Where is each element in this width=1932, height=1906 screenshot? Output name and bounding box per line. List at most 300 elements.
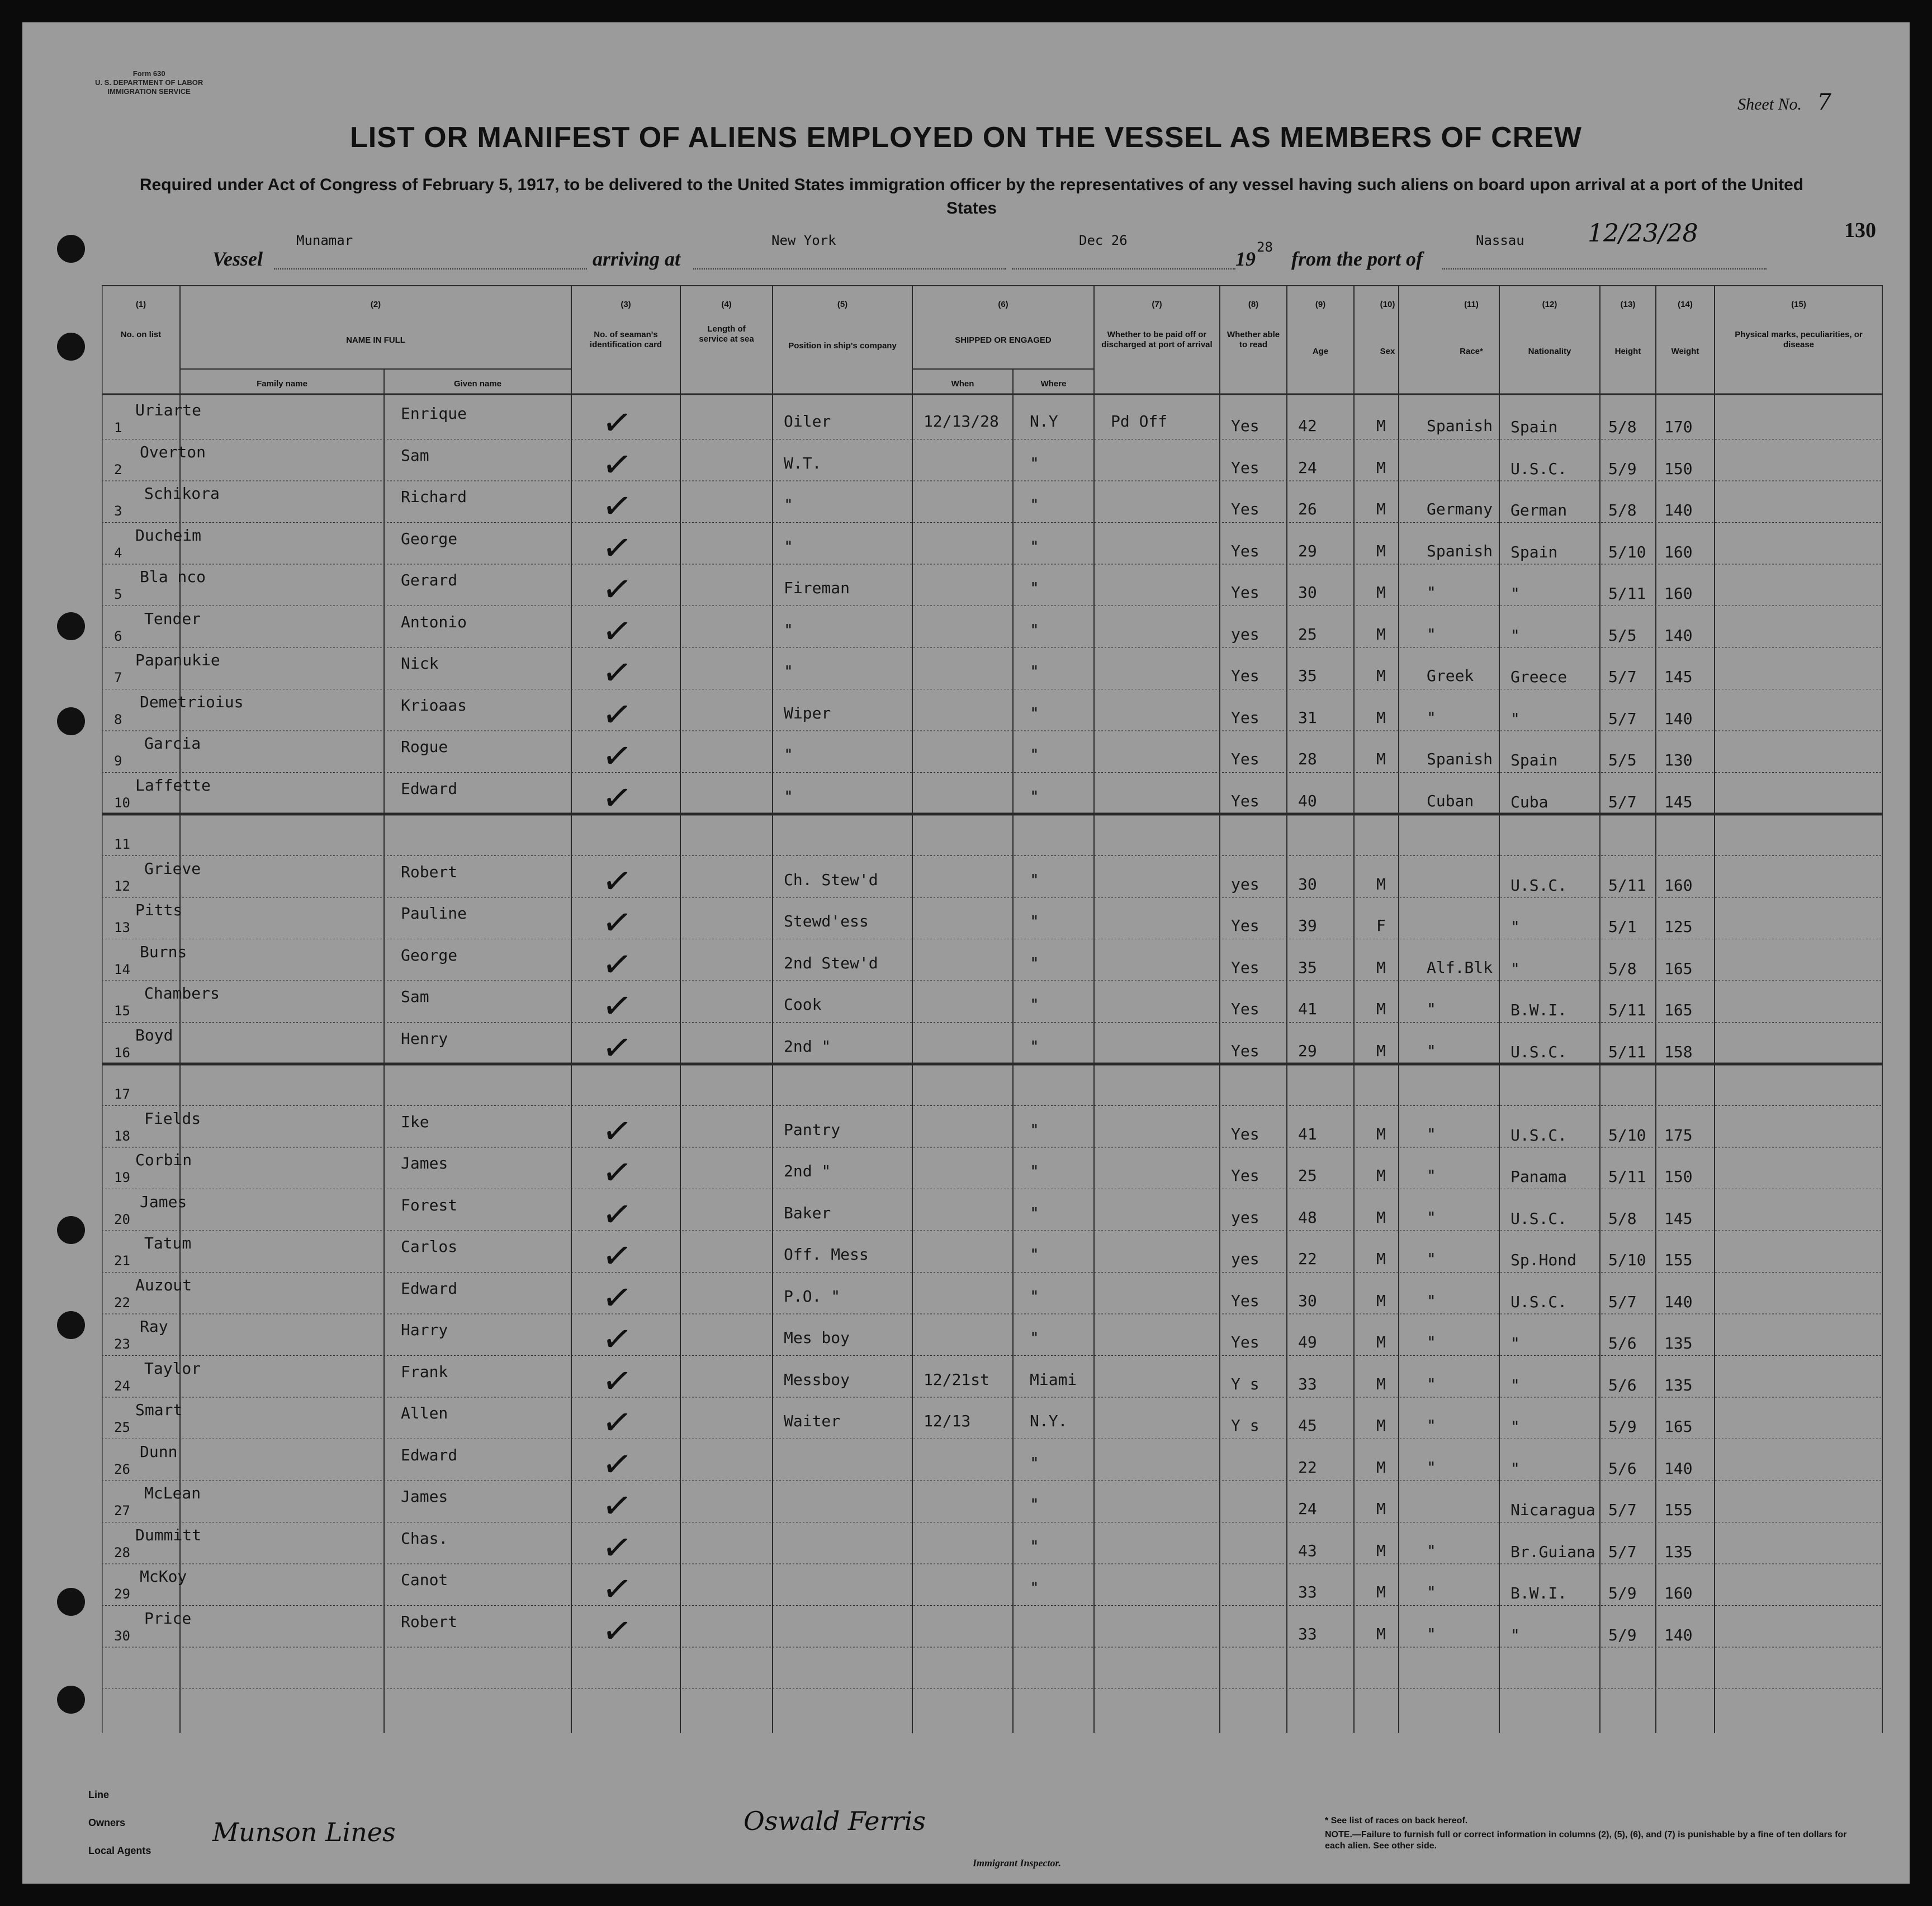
age: 33	[1298, 1624, 1317, 1643]
sex: M	[1376, 958, 1386, 977]
weight: 140	[1664, 1625, 1693, 1644]
nationality: "	[1510, 1625, 1520, 1644]
position: Pantry	[784, 1120, 841, 1139]
nationality: Cuba	[1510, 792, 1549, 811]
page-number: 130	[1844, 219, 1876, 242]
nationality: B.W.I.	[1510, 1001, 1568, 1019]
height: 5/8	[1608, 501, 1637, 519]
row-number: 19	[114, 1170, 130, 1185]
family-name: Burns	[140, 942, 187, 961]
col6-number: (6)	[998, 300, 1008, 309]
height: 5/11	[1608, 584, 1646, 603]
col-race: Race*	[1460, 347, 1483, 356]
position: "	[784, 745, 793, 764]
weight: 175	[1664, 1125, 1693, 1144]
height: 5/10	[1608, 1251, 1646, 1269]
shipped-where: "	[1030, 1162, 1039, 1180]
height: 5/7	[1608, 792, 1637, 811]
sex: M	[1376, 500, 1386, 518]
nationality: U.S.C.	[1510, 1209, 1568, 1228]
race: "	[1427, 1333, 1436, 1351]
age: 48	[1298, 1208, 1317, 1227]
check-mark-icon: ✓	[599, 983, 635, 1029]
able-to-read: Yes	[1231, 1000, 1259, 1018]
position: 2nd "	[784, 1037, 831, 1056]
able-to-read: Yes	[1231, 750, 1259, 768]
age: 24	[1298, 1500, 1317, 1518]
given-name: Forest	[401, 1195, 458, 1214]
sex: M	[1376, 1000, 1386, 1018]
nationality: "	[1510, 1459, 1520, 1478]
age: 35	[1298, 666, 1317, 685]
page-title: LIST OR MANIFEST OF ALIENS EMPLOYED ON THE VESSEL AS MEMBERS OF CREW	[350, 121, 1582, 154]
race: "	[1427, 1624, 1436, 1643]
sex: M	[1376, 1458, 1386, 1477]
able-to-read: Yes	[1231, 458, 1259, 477]
nationality: U.S.C.	[1510, 459, 1568, 478]
binder-hole	[57, 1216, 85, 1244]
nationality: "	[1510, 1375, 1520, 1394]
age: 26	[1298, 500, 1317, 518]
sex: M	[1376, 1374, 1386, 1393]
check-mark-icon: ✓	[599, 1400, 635, 1446]
family-name: Schikora	[144, 484, 220, 503]
check-mark-icon: ✓	[599, 1317, 635, 1363]
nationality: Sp.Hond	[1510, 1251, 1577, 1269]
race: Spanish	[1427, 541, 1493, 560]
age: 31	[1298, 708, 1317, 727]
shipped-where: "	[1030, 453, 1039, 472]
shipped-where: "	[1030, 579, 1039, 597]
able-to-read: Yes	[1231, 1333, 1259, 1351]
row-number: 29	[114, 1586, 130, 1602]
able-to-read: yes	[1231, 1208, 1259, 1227]
paid-off: Pd Off	[1111, 412, 1168, 431]
sex: M	[1376, 1250, 1386, 1268]
given-name: Rogue	[401, 737, 448, 756]
able-to-read: Yes	[1231, 916, 1259, 935]
sex: M	[1376, 1500, 1386, 1518]
weight: 158	[1664, 1042, 1693, 1061]
nationality: German	[1510, 501, 1568, 519]
col8-number: (8)	[1248, 300, 1259, 309]
check-mark-icon: ✓	[599, 775, 635, 821]
race: "	[1427, 1458, 1436, 1477]
race: "	[1427, 1416, 1436, 1435]
nationality: "	[1510, 709, 1520, 728]
given-name: Edward	[401, 1445, 458, 1464]
age: 25	[1298, 625, 1317, 644]
binder-hole	[57, 1311, 85, 1339]
weight: 165	[1664, 959, 1693, 978]
race: "	[1427, 583, 1436, 602]
height: 5/5	[1608, 626, 1637, 645]
shipped-where: "	[1030, 495, 1039, 514]
sex: M	[1376, 541, 1386, 560]
col-given-name: Given name	[453, 379, 502, 389]
nationality: U.S.C.	[1510, 876, 1568, 895]
row-number: 13	[114, 920, 130, 935]
height: 5/6	[1608, 1459, 1637, 1478]
sex: M	[1376, 1416, 1386, 1435]
col-weight: Weight	[1671, 347, 1699, 356]
arriving-label: arriving at	[593, 248, 681, 270]
sex: M	[1376, 874, 1386, 893]
race: "	[1427, 1250, 1436, 1268]
given-name: Ike	[401, 1112, 429, 1131]
family-name: Overton	[140, 442, 206, 461]
nationality: B.W.I.	[1510, 1584, 1568, 1602]
weight: 155	[1664, 1501, 1693, 1519]
weight: 165	[1664, 1417, 1693, 1436]
given-name: Richard	[401, 488, 467, 506]
shipped-where: "	[1030, 1245, 1039, 1264]
age: 41	[1298, 1000, 1317, 1018]
nationality: "	[1510, 1334, 1520, 1352]
shipped-where: Miami	[1030, 1370, 1077, 1389]
height: 5/1	[1608, 917, 1637, 936]
sex: M	[1376, 1541, 1386, 1560]
given-name: Canot	[401, 1571, 448, 1589]
sex: M	[1376, 750, 1386, 768]
col13-number: (13)	[1620, 300, 1636, 309]
position: Waiter	[784, 1412, 841, 1430]
binder-hole	[57, 1588, 85, 1616]
sex: M	[1376, 458, 1386, 477]
position: 2nd Stew'd	[784, 953, 878, 972]
check-mark-icon: ✓	[599, 1567, 635, 1612]
check-mark-icon: ✓	[599, 526, 635, 571]
shipped-where: "	[1030, 1037, 1039, 1056]
row-number: 6	[114, 628, 122, 644]
row-number: 3	[114, 503, 122, 519]
check-mark-icon: ✓	[599, 942, 635, 987]
shipped-where: "	[1030, 620, 1039, 639]
page-subtitle: Required under Act of Congress of February 5, 1917, to be delivered to the United States immigration officer by the representatives of any vessel having such aliens on board upon arrival at a port of the United States	[139, 176, 1804, 217]
race: Spanish	[1427, 417, 1493, 435]
row-number: 16	[114, 1044, 130, 1061]
weight: 140	[1664, 626, 1693, 645]
race: Greek	[1427, 666, 1474, 685]
row-number: 4	[114, 545, 122, 561]
height: 5/10	[1608, 542, 1646, 561]
weight: 160	[1664, 542, 1693, 561]
check-mark-icon: ✓	[599, 1442, 635, 1487]
shipped-where: "	[1030, 1287, 1039, 1306]
year-prefix: 19	[1235, 248, 1256, 270]
sex: M	[1376, 1291, 1386, 1310]
family-name: Taylor	[144, 1359, 201, 1378]
race: Alf.Blk	[1427, 958, 1493, 977]
height: 5/7	[1608, 1501, 1637, 1519]
height: 5/7	[1608, 1292, 1637, 1311]
race: "	[1427, 1000, 1436, 1018]
given-name: Harry	[401, 1321, 448, 1339]
given-name: Sam	[401, 446, 429, 465]
family-name: Auzout	[135, 1275, 192, 1294]
height: 5/7	[1608, 709, 1637, 728]
height: 5/8	[1608, 959, 1637, 978]
sex: F	[1376, 916, 1386, 935]
sex: M	[1376, 1624, 1386, 1643]
given-name: Chas.	[401, 1529, 448, 1548]
line-label: Line	[88, 1789, 110, 1800]
nationality: Spain	[1510, 418, 1558, 436]
race: Germany	[1427, 500, 1493, 518]
able-to-read: Yes	[1231, 708, 1259, 727]
shipped-where: "	[1030, 787, 1039, 806]
weight: 165	[1664, 1001, 1693, 1019]
agents-label: Local Agents	[88, 1845, 151, 1856]
race: Cuban	[1427, 791, 1474, 810]
race: "	[1427, 625, 1436, 644]
check-mark-icon: ✓	[599, 484, 635, 529]
weight: 135	[1664, 1375, 1693, 1394]
able-to-read: Yes	[1231, 791, 1259, 810]
family-name: Ducheim	[135, 526, 202, 545]
age: 24	[1298, 458, 1317, 477]
able-to-read: Yes	[1231, 541, 1259, 560]
height: 5/11	[1608, 1042, 1646, 1061]
col3-number: (3)	[621, 300, 631, 309]
crew-table	[102, 285, 1883, 1739]
col2-number: (2)	[370, 300, 381, 309]
family-name: Price	[144, 1609, 192, 1628]
family-name: James	[140, 1192, 187, 1211]
height: 5/7	[1608, 668, 1637, 686]
nationality: "	[1510, 1417, 1520, 1436]
weight: 150	[1664, 459, 1693, 478]
col9-number: (9)	[1315, 300, 1326, 309]
form-meta	[95, 69, 203, 96]
able-to-read: yes	[1231, 1250, 1259, 1268]
sex: M	[1376, 708, 1386, 727]
given-name: George	[401, 945, 458, 964]
row-number: 20	[114, 1211, 130, 1227]
check-mark-icon: ✓	[599, 1109, 635, 1154]
col15-number: (15)	[1791, 300, 1806, 309]
given-name: Allen	[401, 1404, 448, 1422]
given-name: James	[401, 1154, 448, 1172]
sex: M	[1376, 625, 1386, 644]
row-number: 1	[114, 420, 122, 436]
shipped-where: "	[1030, 1578, 1039, 1597]
check-mark-icon: ✓	[599, 1359, 635, 1404]
check-mark-icon: ✓	[599, 1025, 635, 1071]
age: 33	[1298, 1374, 1317, 1393]
shipped-where: "	[1030, 1120, 1039, 1139]
shipped-where: "	[1030, 1495, 1039, 1514]
col-height: Height	[1614, 347, 1641, 356]
weight: 125	[1664, 917, 1693, 936]
height: 5/8	[1608, 418, 1637, 436]
arrival-year: 28	[1257, 239, 1273, 255]
position: Ch. Stew'd	[784, 870, 878, 889]
col-no-on-list: No. on list	[120, 330, 162, 339]
family-name: Tender	[144, 609, 201, 628]
row-number: 18	[114, 1128, 130, 1144]
age: 25	[1298, 1166, 1317, 1185]
family-name: Dummitt	[135, 1525, 202, 1544]
weight: 160	[1664, 584, 1693, 603]
row-number: 17	[114, 1086, 130, 1102]
sheet-label: Sheet No.	[1737, 95, 1802, 113]
weight: 150	[1664, 1167, 1693, 1186]
shipped-when: 12/21st	[924, 1370, 990, 1389]
position: Baker	[784, 1203, 831, 1222]
family-name: Boyd	[135, 1025, 173, 1044]
nationality: Panama	[1510, 1167, 1568, 1186]
col-where: Where	[1040, 379, 1067, 389]
position: P.O. "	[784, 1287, 841, 1306]
able-to-read: Yes	[1231, 958, 1259, 977]
given-name: Frank	[401, 1362, 448, 1381]
col12-number: (12)	[1542, 300, 1557, 309]
family-name: Garcia	[144, 734, 201, 753]
binder-hole	[57, 707, 85, 735]
row-number: 30	[114, 1628, 130, 1644]
binder-hole	[57, 333, 85, 361]
row-number: 26	[114, 1461, 130, 1477]
col-position: Position in ship's company	[788, 341, 897, 351]
family-name: Dunn	[140, 1442, 178, 1461]
age: 29	[1298, 541, 1317, 560]
sex: M	[1376, 1583, 1386, 1601]
weight: 135	[1664, 1542, 1693, 1561]
col-length-service: Length of service at sea	[699, 324, 754, 344]
check-mark-icon: ✓	[599, 859, 635, 904]
able-to-read: Yes	[1231, 1041, 1259, 1060]
form-number: Form 630	[132, 69, 165, 78]
family-name: Tatum	[144, 1234, 192, 1252]
weight: 160	[1664, 1584, 1693, 1602]
nationality: Greece	[1510, 668, 1568, 686]
date-stamp: 12/23/28	[1588, 219, 1698, 248]
shipped-where: "	[1030, 537, 1039, 556]
position: "	[784, 620, 793, 639]
row-number: 12	[114, 878, 130, 894]
check-mark-icon: ✓	[599, 734, 635, 779]
race: "	[1427, 1541, 1436, 1560]
col4-number: (4)	[721, 300, 732, 309]
check-mark-icon: ✓	[599, 1609, 635, 1654]
row-number: 8	[114, 711, 122, 727]
race: "	[1427, 1041, 1436, 1060]
family-name: Demetrioius	[140, 692, 244, 711]
col-name-in-full: NAME IN FULL	[346, 335, 405, 345]
col1-number: (1)	[135, 300, 146, 309]
position: Messboy	[784, 1370, 850, 1389]
able-to-read: Yes	[1231, 583, 1259, 602]
col-paid-off: Whether to be paid off or discharged at port of arrival	[1101, 330, 1213, 349]
position: Wiper	[784, 703, 831, 722]
family-name: Chambers	[144, 984, 220, 1002]
shipped-where: "	[1030, 1328, 1039, 1347]
from-port-label: from the port of	[1291, 248, 1423, 270]
binder-hole	[57, 1686, 85, 1714]
vessel-line	[212, 219, 1767, 275]
check-mark-icon: ✓	[599, 1233, 635, 1279]
age: 43	[1298, 1541, 1317, 1560]
given-name: Enrique	[401, 404, 467, 423]
position: Off. Mess	[784, 1245, 869, 1264]
shipped-where: "	[1030, 1453, 1039, 1472]
height: 5/9	[1608, 1625, 1637, 1644]
col-when: When	[951, 379, 974, 389]
sheet-number: 7	[1817, 89, 1831, 115]
row-number: 22	[114, 1294, 130, 1311]
age: 22	[1298, 1250, 1317, 1268]
age: 35	[1298, 958, 1317, 977]
height: 5/6	[1608, 1375, 1637, 1394]
binder-hole	[57, 235, 85, 263]
race: "	[1427, 1124, 1436, 1143]
col-sex: Sex	[1380, 347, 1395, 356]
family-name: Bla nco	[140, 567, 206, 586]
shipped-where: N.Y.	[1030, 1412, 1068, 1430]
nationality: Spain	[1510, 751, 1558, 769]
shipped-when: 12/13	[924, 1412, 971, 1430]
able-to-read: Y s	[1231, 1416, 1259, 1435]
shipped-where: "	[1030, 703, 1039, 722]
able-to-read: Yes	[1231, 1166, 1259, 1185]
position: Cook	[784, 995, 822, 1014]
given-name: James	[401, 1487, 448, 1506]
position: "	[784, 662, 793, 680]
given-name: George	[401, 529, 458, 548]
position: 2nd "	[784, 1162, 831, 1180]
weight: 145	[1664, 668, 1693, 686]
shipped-where: "	[1030, 662, 1039, 680]
able-to-read: Yes	[1231, 1124, 1259, 1143]
col-age: Age	[1312, 347, 1329, 356]
weight: 170	[1664, 418, 1693, 436]
row-number: 23	[114, 1336, 130, 1352]
row-number: 24	[114, 1378, 130, 1394]
row-number: 28	[114, 1544, 130, 1560]
nationality: Nicaragua	[1510, 1501, 1595, 1519]
races-note: * See list of races on back hereof.	[1325, 1816, 1468, 1825]
col10-number: (10)	[1380, 300, 1395, 309]
departure-port: Nassau	[1476, 233, 1524, 248]
manifest-sheet	[22, 22, 1910, 1884]
race: "	[1427, 708, 1436, 727]
given-name: Carlos	[401, 1237, 458, 1256]
shipped-where: "	[1030, 912, 1039, 930]
shipped-where: "	[1030, 745, 1039, 764]
height: 5/6	[1608, 1334, 1637, 1352]
height: 5/11	[1608, 1001, 1646, 1019]
shipped-where: "	[1030, 1536, 1039, 1555]
height: 5/8	[1608, 1209, 1637, 1228]
able-to-read: Y s	[1231, 1374, 1259, 1393]
family-name: Papanukie	[135, 651, 220, 669]
age: 30	[1298, 1291, 1317, 1310]
col14-number: (14)	[1678, 300, 1693, 309]
age: 49	[1298, 1333, 1317, 1351]
col-shipped-engaged: SHIPPED OR ENGAGED	[955, 335, 1052, 345]
given-name: Krioaas	[401, 696, 467, 715]
family-name: McKoy	[140, 1567, 187, 1586]
race: "	[1427, 1583, 1436, 1601]
family-name: Smart	[135, 1401, 183, 1419]
race: "	[1427, 1166, 1436, 1185]
check-mark-icon: ✓	[599, 692, 635, 737]
family-name: Fields	[144, 1109, 201, 1128]
nationality: U.S.C.	[1510, 1292, 1568, 1311]
sex: M	[1376, 1124, 1386, 1143]
given-name: Robert	[401, 1612, 458, 1631]
